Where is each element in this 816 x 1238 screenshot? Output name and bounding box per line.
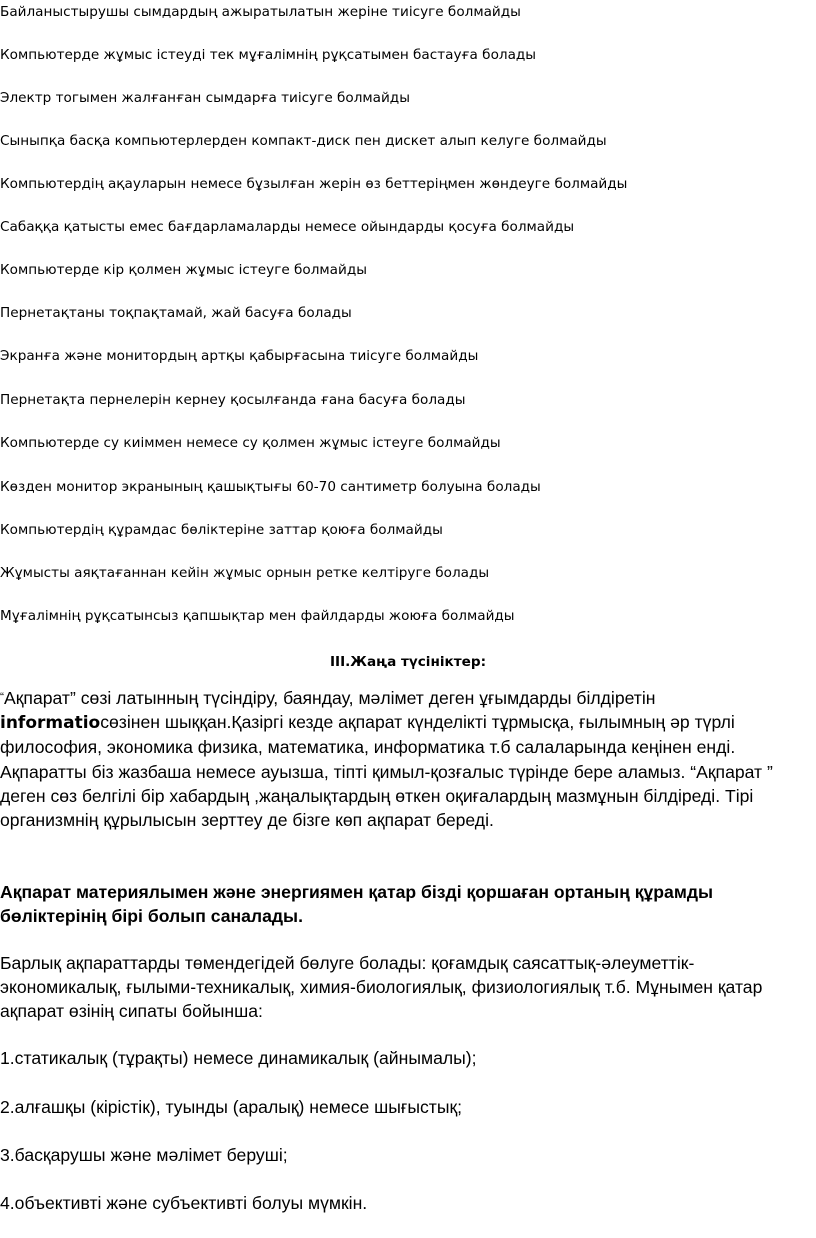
rule-item: Экранға және монитордың артқы қабырғасына тиісуге болмайды: [0, 348, 479, 364]
intro-text-start: Ақпарат” сөзі латынның түсіндіру, баяндау, мәлімет деген ұғымдарды білдіретін: [4, 688, 656, 708]
classes-paragraph: Барлық ақпараттарды төмендегідей бөлуге болады: қоғамдық саясаттық-әлеуметтік-экономикалық, ғылыми-техникалық, химия-биологиялық, физиологиялық т.б. Мұнымен қатар ақпарат өзінің сипаты бойынша:: [0, 953, 763, 1022]
property-item: 1.статикалық (тұрақты) немесе динамикалық (айнымалы);: [0, 1048, 477, 1068]
section-heading: III.Жаңа түсініктер:: [329, 654, 487, 670]
rule-item: Жұмысты аяқтағаннан кейін жұмыс орнын ретке келтіруге болады: [0, 565, 490, 581]
rule-item: Сыныпқа басқа компьютерлерден компакт-диск пен дискет алып келуге болмайды: [0, 133, 607, 149]
rule-item: Компьютерде кір қолмен жұмыс істеуге болмайды: [0, 262, 367, 278]
open-quote: “: [0, 690, 4, 704]
rule-item: Пернетақтаны тоқпақтамай, жай басуға болады: [0, 305, 352, 321]
rule-item: Компьютерде жұмыс істеуді тек мұғалімнің рұқсатымен бастауға болады: [0, 47, 537, 63]
rule-item: Компьютерде су киіммен немесе су қолмен жұмыс істеуге болмайды: [0, 435, 501, 451]
rule-item: Мұғалімнің рұқсатынсыз қапшықтар мен файлдарды жоюға болмайды: [0, 608, 515, 624]
rule-item: Сабаққа қатысты емес бағдарламаларды немесе ойындарды қосуға болмайды: [0, 219, 575, 235]
intro-paragraph: [0, 685, 816, 832]
intro-text-end: сөзінен шыққан.Қазіргі кезде ақпарат күнделікті тұрмысқа, ғылымның әр түрлі философия, экономика физика, математика, информатика т.б салаларында кеңінен енді. Ақпаратты біз жазбаша немесе ауызша, тіпті қимыл-қозғалыс түрінде бере аламыз. “Ақпарат ” деген сөз белгілі бір хабардың ,жаңалықтардың өткен оқиғалардың мазмұнын білдіреді. Тірі организмнің құрылысын зерттеу де бізге көп ақпарат береді.: [0, 712, 773, 831]
rule-item: Компьютердің құрамдас бөліктеріне заттар қоюға болмайды: [0, 522, 443, 538]
rule-item: Пернетақта пернелерін кернеу қосылғанда ғана басуға болады: [0, 392, 466, 408]
bold-paragraph: Ақпарат материялымен және энергиямен қатар бізді қоршаған ортаның құрамды бөліктерінің бірі болып саналады.: [0, 882, 714, 927]
rule-item: Электр тогымен жалғанған сымдарға тиісуге болмайды: [0, 90, 410, 106]
rule-item: Байланыстырушы сымдардың ажыратылатын жеріне тиісуге болмайды: [0, 4, 521, 20]
rule-item: Компьютердің ақауларын немесе бұзылған жерін өз беттеріңмен жөндеуге болмайды: [0, 176, 628, 192]
property-item: 3.басқарушы және мәлімет беруші;: [0, 1145, 288, 1165]
property-item: 2.алғашқы (кірістік), туынды (аралық) немесе шығыстық;: [0, 1097, 463, 1117]
intro-bold-term: informatio: [0, 713, 101, 734]
rule-item: Көзден монитор экранының қашықтығы 60-70 сантиметр болуына болады: [0, 479, 541, 495]
property-item: 4.объективті және субъективті болуы мүмкін.: [0, 1193, 368, 1213]
